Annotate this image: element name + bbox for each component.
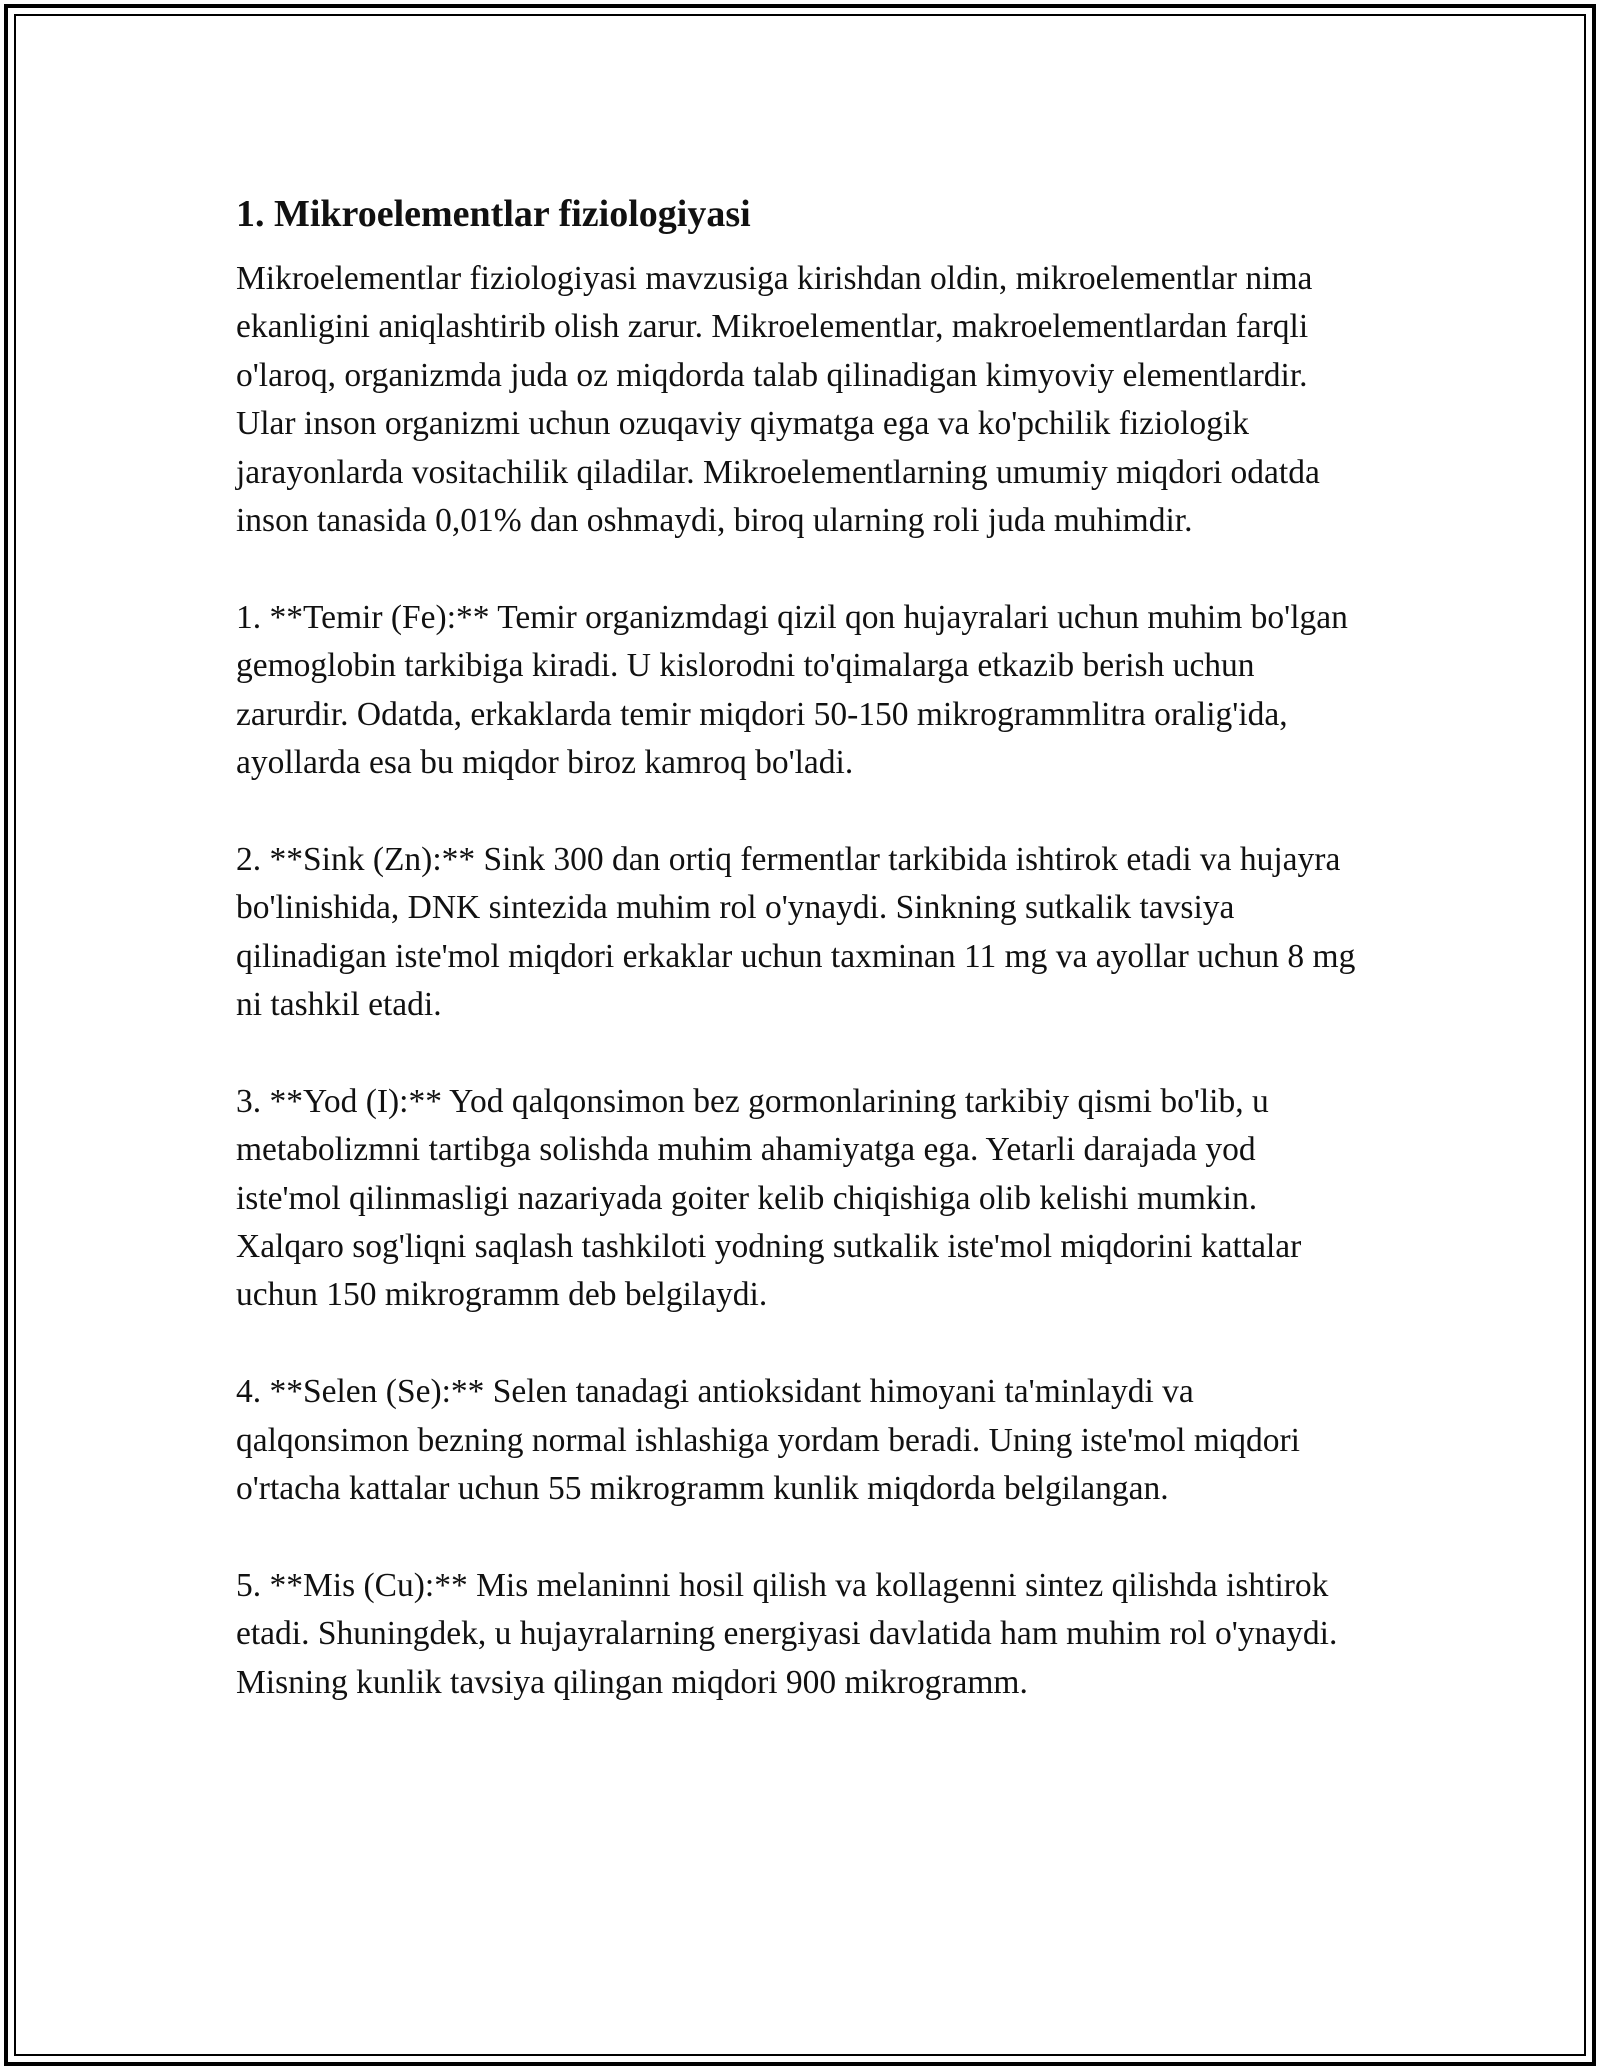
section-heading: 1. Mikroelementlar fiziologiyasi	[236, 193, 751, 235]
list-item-iodine: 3. **Yod (I):** Yod qalqonsimon bez gormonlarining tarkibiy qismi bo'lib, u metabolizmni tartibga solishda muhim ahamiyatga ega. Yetarli darajada yod iste'mol qilinmasligi nazariyada goiter kelib chiqishiga olib kelishi mumkin. Xalqaro sog'liqni saqlash tashkiloti yodning sutkalik iste'mol miqdorini kattalar uchun 150 mikrogramm deb belgilaydi.	[236, 1082, 1302, 1314]
list-item-selenium: 4. **Selen (Se):** Selen tanadagi antioksidant himoyani ta'minlaydi va qalqonsimon bezning normal ishlashiga yordam beradi. Uning iste'mol miqdori o'rtacha kattalar uchun 55 mikrogramm kunlik miqdorda belgilangan.	[236, 1373, 1300, 1508]
intro-paragraph: Mikroelementlar fiziologiyasi mavzusiga kirishdan oldin, mikroelementlar nima ekanligini aniqlashtirib olish zarur. Mikroelementlar, makroelementlardan farqli o'laroq, organizmda juda oz miqdorda talab qilinadigan kimyoviy elementlardir. Ular inson organizmi uchun ozuqaviy qiymatga ega va ko'pchilik fiziologik jarayonlarda vositachilik qiladilar. Mikroelementlarning umumiy miqdori odatda inson tanasida 0,01% dan oshmaydi, biroq ularning roli juda muhimdir.	[236, 260, 1320, 540]
document-body	[236, 185, 1366, 1707]
list-item-zinc: 2. **Sink (Zn):** Sink 300 dan ortiq fermentlar tarkibida ishtirok etadi va hujayra bo'linishida, DNK sintezida muhim rol o'ynaydi. Sinkning sutkalik tavsiya qilinadigan iste'mol miqdori erkaklar uchun taxminan 11 mg va ayollar uchun 8 mg ni tashkil etadi.	[236, 840, 1356, 1024]
list-item-iron: 1. **Temir (Fe):** Temir organizmdagi qizil qon hujayralari uchun muhim bo'lgan gemoglobin tarkibiga kiradi. U kislorodni to'qimalarga etkazib berish uchun zarurdir. Odatda, erkaklarda temir miqdori 50-150 mikrogrammlitra oralig'ida, ayollarda esa bu miqdor biroz kamroq bo'ladi.	[236, 598, 1348, 782]
list-item-copper: 5. **Mis (Cu):** Mis melaninni hosil qilish va kollagenni sintez qilishda ishtirok etadi. Shuningdek, u hujayralarning energiyasi davlatida ham muhim rol o'ynaydi. Misning kunlik tavsiya qilingan miqdori 900 mikrogramm.	[236, 1566, 1338, 1701]
